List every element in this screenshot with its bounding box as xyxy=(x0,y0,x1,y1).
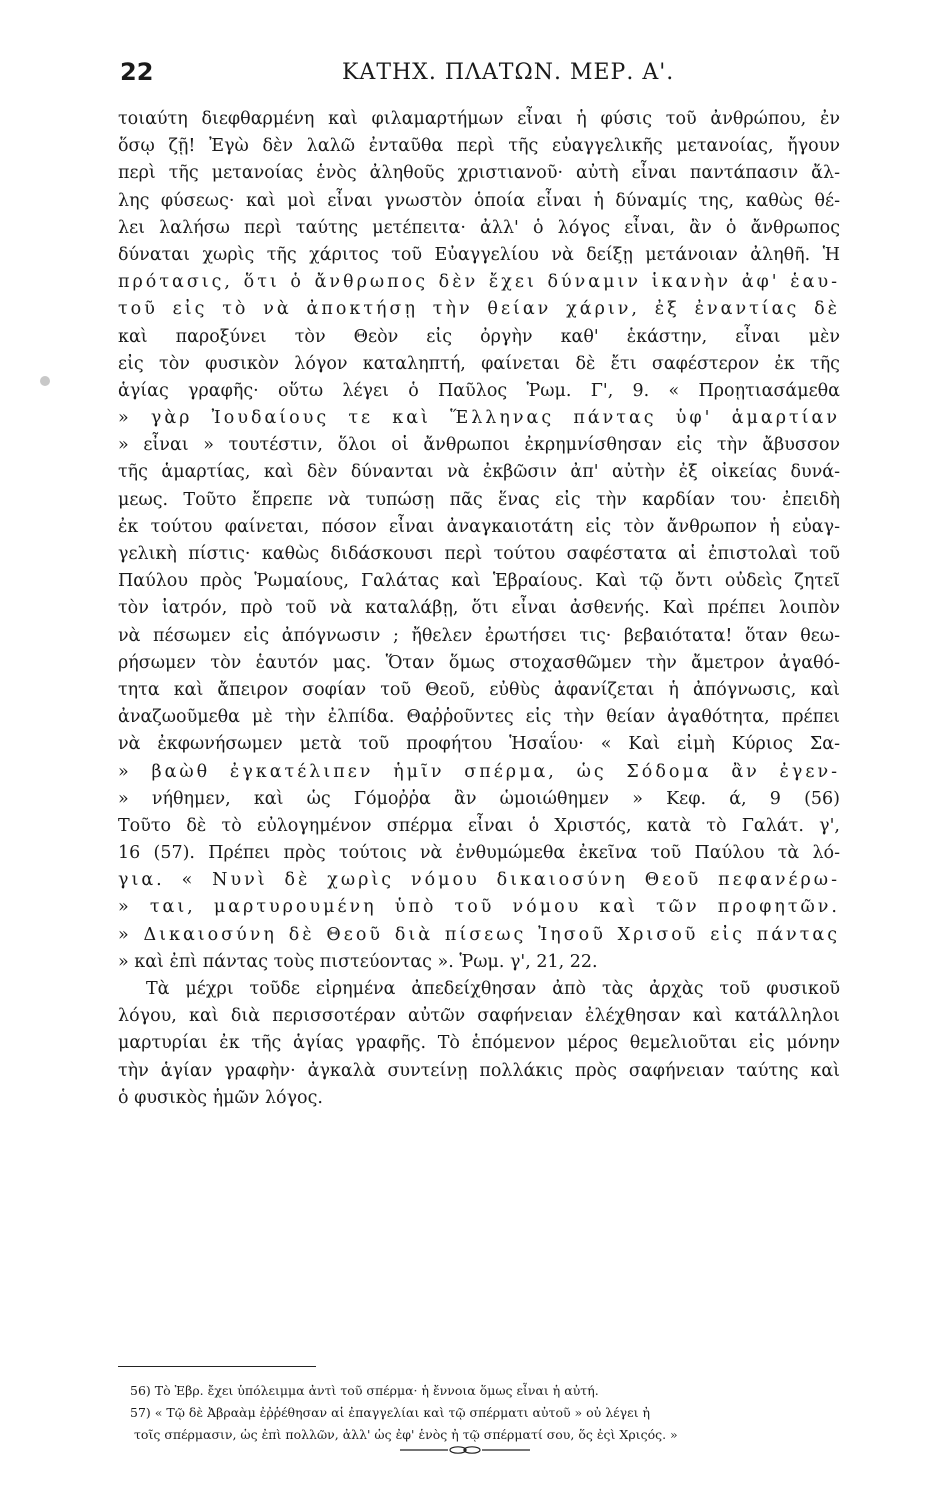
text-line: λης φύσεως· καὶ μοὶ εἶναι γνωστὸν ὁποία εἶναι ἡ δύναμίς της, καθὼς θέ- xyxy=(118,190,840,211)
paper-blemish xyxy=(40,376,50,386)
text-line: Παύλου πρὸς Ῥωμαίους, Γαλάτας καὶ Ἑβραίους. Καὶ τῷ ὄντι οὐδεὶς ζητεῖ xyxy=(118,571,840,592)
text-line: » Δικαιοσύνη δὲ Θεοῦ διὰ πίσεως Ἰησοῦ Χρισοῦ εἰς πάντας xyxy=(118,924,840,945)
text-line: ἀναζωοῦμεθα μὲ τὴν ἐλπίδα. Θαῤῥοῦντες εἰς τὴν θείαν ἀγαθότητα, πρέπει xyxy=(118,707,840,728)
text-line: νὰ ἐκφωνήσωμεν μετὰ τοῦ προφήτου Ἡσαΐου· « Καὶ εἰμὴ Κύριος Σα- xyxy=(118,734,840,755)
footnote-line: 56) Τὸ Ἑβρ. ἔχει ὑπόλειμμα ἀντὶ τοῦ σπέρμα· ἡ ἔννοια ὅμως εἶναι ἡ αὐτή. xyxy=(130,1383,599,1398)
footnote-rule xyxy=(118,1366,316,1367)
text-line: » βαὼθ ἐγκατέλιπεν ἡμῖν σπέρμα, ὡς Σόδομα ἂν ἐγεν- xyxy=(118,761,840,782)
text-line: ὁ φυσικὸς ἡμῶν λόγος. xyxy=(118,1087,323,1108)
page-number: 22 xyxy=(120,58,154,86)
footnote-line: 57) « Τῷ δὲ Ἀβραὰμ ἐῤῥέθησαν αἱ ἐπαγγελίαι καὶ τῷ σπέρματι αὐτοῦ » οὐ λέγει ἠ xyxy=(130,1405,650,1420)
text-line: » εἶναι » τουτέστιν, ὅλοι οἱ ἄνθρωποι ἐκρημνίσθησαν εἰς τὴν ἄβυσσον xyxy=(118,435,840,456)
text-line: μαρτυρίαι ἐκ τῆς ἁγίας γραφῆς. Τὸ ἑπόμενον μέρος θεμελιοῦται εἰς μόνην xyxy=(118,1033,840,1054)
text-line: 16 (57). Πρέπει πρὸς τούτοις νὰ ἐνθυμώμεθα ἐκεῖνα τοῦ Παύλου τὰ λό- xyxy=(118,843,840,864)
text-line: μεως. Τοῦτο ἔπρεπε νὰ τυπώσῃ πᾶς ἕνας εἰς τὴν καρδίαν του· ἐπειδὴ xyxy=(118,489,840,510)
text-line: γελικὴ πίστις· καθὼς διδάσκουσι περὶ τούτου σαφέστατα αἱ ἐπιστολαὶ τοῦ xyxy=(118,544,840,564)
text-line: ἐκ τούτου φαίνεται, πόσον εἶναι ἀναγκαιοτάτη εἰς τὸν ἄνθρωπον ἡ εὐαγ- xyxy=(118,516,840,537)
text-line: ρήσωμεν τὸν ἑαυτόν μας. Ὅταν ὅμως στοχασθῶμεν τὴν ἄμετρον ἀγαθό- xyxy=(118,652,840,673)
text-line: Τὰ μέχρι τοῦδε εἰρημένα ἀπεδείχθησαν ἀπὸ τὰς ἀρχὰς τοῦ φυσικοῦ xyxy=(146,979,840,999)
text-line: τὸν ἰατρόν, πρὸ τοῦ νὰ καταλάβῃ, ὅτι εἶναι ἀσθενής. Καὶ πρέπει λοιπὸν xyxy=(118,598,840,619)
text-line: » καὶ ἐπὶ πάντας τοὺς πιστεύοντας ». Ῥωμ. γ', 21, 22. xyxy=(118,951,598,972)
text-line: καὶ παροξύνει τὸν Θεὸν εἰς ὀργὴν καθ' ἑκάστην, εἶναι μὲν xyxy=(118,326,840,347)
text-line: » γὰρ Ἰουδαίους τε καὶ Ἕλληνας πάντας ὑφ' ἁμαρτίαν xyxy=(118,408,840,429)
text-line: τὴν ἁγίαν γραφὴν· ἀγκαλὰ συντείνῃ πολλάκις πρὸς σαφήνειαν ταύτης καὶ xyxy=(118,1060,840,1081)
footnote-line: τοῖς σπέρμασιν, ὡς ἐπὶ πολλῶν, ἀλλ' ὡς ἐφ' ἑνὸς ἠ τῷ σπέρματί σου, ὅς ἐςὶ Χριςός. » xyxy=(134,1427,678,1442)
text-line: πρότασις, ὅτι ὁ ἄνθρωπος δὲν ἔχει δύναμιν ἱκανὴν ἀφ' ἑαυ- xyxy=(118,272,840,293)
text-line: εἰς τὸν φυσικὸν λόγον καταληπτή, φαίνεται δὲ ἔτι σαφέστερον ἐκ τῆς xyxy=(118,353,840,374)
text-line: περὶ τῆς μετανοίας ἑνὸς ἀληθοῦς χριστιανοῦ· αὐτὴ εἶναι παντάπασιν ἄλ- xyxy=(118,163,840,184)
main-text xyxy=(118,106,840,1112)
text-line: ἁγίας γραφῆς· οὕτω λέγει ὁ Παῦλος Ῥωμ. Γ', 9. « Προῃτιασάμεθα xyxy=(118,380,840,401)
text-line: Τοῦτο δὲ τὸ εὐλογημένον σπέρμα εἶναι ὁ Χριστός, κατὰ τὸ Γαλάτ. γ', xyxy=(118,815,840,836)
text-line: τῆς ἁμαρτίας, καὶ δὲν δύνανται νὰ ἐκβῶσιν ἀπ' αὐτὴν ἐξ οἰκείας δυνά- xyxy=(118,462,840,483)
running-head: ΚΑΤΗΧ. ΠΛΑΤΩΝ. ΜΕΡ. Α'. xyxy=(342,60,675,85)
text-line: λόγου, καὶ διὰ περισσοτέραν αὐτῶν σαφήνειαν ἐλέχθησαν καὶ κατάλληλοι xyxy=(118,1006,840,1027)
text-line: νὰ πέσωμεν εἰς ἀπόγνωσιν ; ἤθελεν ἐρωτήσει τις· βεβαιότατα! ὅταν θεω- xyxy=(118,625,840,646)
text-line: » ται, μαρτυρουμένη ὑπὸ τοῦ νόμου καὶ τῶν προφητῶν. xyxy=(118,897,840,918)
text-line: τοιαύτη διεφθαρμένη καὶ φιλαμαρτήμων εἶναι ἡ φύσις τοῦ ἀνθρώπου, ἐν xyxy=(118,109,840,129)
text-line: τοῦ εἰς τὸ νὰ ἀποκτήσῃ τὴν θείαν χάριν, ἐξ ἐναντίας δὲ xyxy=(118,299,840,320)
text-line: τητα καὶ ἄπειρον σοφίαν τοῦ Θεοῦ, εὐθὺς ἀφανίζεται ἡ ἀπόγνωσις, καὶ xyxy=(118,679,840,700)
text-line: για. « Νυνὶ δὲ χωρὶς νόμου δικαιοσύνη Θεοῦ πεφανέρω- xyxy=(118,870,840,891)
text-line: λει λαλήσω περὶ ταύτης μετέπειτα· ἀλλ' ὁ λόγος εἶναι, ἂν ὁ ἄνθρωπος xyxy=(118,217,840,238)
page-header xyxy=(120,58,840,90)
text-line: ὅσῳ ζῇ! Ἐγὼ δὲν λαλῶ ἐνταῦθα περὶ τῆς εὐαγγελικῆς μετανοίας, ἤγουν xyxy=(118,136,840,157)
text-line: » νήθημεν, καὶ ὡς Γόμοῤῥα ἂν ὡμοιώθημεν » Κεφ. ά, 9 (56) xyxy=(118,788,840,809)
tailpiece-ornament-icon xyxy=(400,1444,530,1456)
footnotes xyxy=(130,1380,840,1446)
text-line: δύναται χωρὶς τῆς χάριτος τοῦ Εὐαγγελίου νὰ δείξῃ μετάνοιαν ἀληθῆ. Ἡ xyxy=(118,244,840,265)
